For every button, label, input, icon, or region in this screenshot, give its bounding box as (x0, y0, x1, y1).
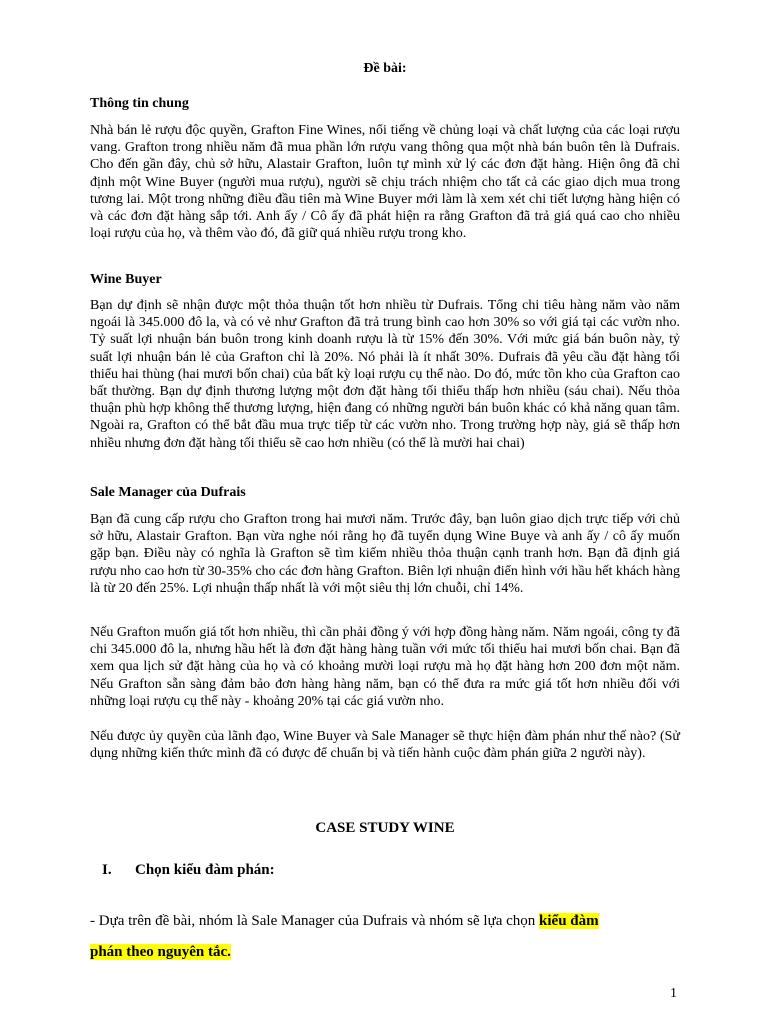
case-study-title: CASE STUDY WINE (315, 820, 455, 836)
highlighted-text-2: phán theo nguyên tắc. (90, 944, 231, 960)
question-paragraph: Nếu được ủy quyền của lãnh đạo, Wine Buyer và Sale Manager sẽ thực hiện đàm phán như thế nào? (Sử dụng những kiến thức mình đã có được để chuẩn bị và tiến hành cuộc đàm phán giữa 2 người này). (90, 729, 680, 762)
document-page (89, 0, 681, 1024)
paragraph-general-info: Nhà bán lẻ rượu độc quyền, Grafton Fine Wines, nổi tiếng về chủng loại và chất lượng của các loại rượu vang. Grafton trong nhiều năm đã mua phần lớn rượu vang thông qua một nhà bán buôn tên là Dufrais. Cho đến gần đây, chủ sở hữu, Alastair Grafton, luôn tự mình xử lý các đơn đặt hàng. Hiện ông đã chỉ định một Wine Buyer (người mua rượu), người sẽ chịu trách nhiệm cho tất cả các giao dịch mua trong tương lai. Một trong những điều đầu tiên mà Wine Buyer mới làm là xem xét chi tiết lượng hàng hiện có và các đơn đặt hàng sắp tới. Anh ấy / Cô ấy đã phát hiện ra rằng Grafton đã trả giá quá cao cho nhiều loại rượu của họ, và thêm vào đó, đã giữ quá nhiều rượu trong kho. (90, 123, 680, 242)
paragraph-sale-manager-2: Nếu Grafton muốn giá tốt hơn nhiều, thì cần phải đồng ý với hợp đồng hàng năm. Năm ngoái, công ty đã chi 345.000 đô la, nhưng hầu hết là đơn đặt hàng hàng tuần với mức tối thiểu hai mươi bốn chai. Bạn đã xem qua lịch sử đặt hàng của họ và có khoảng mười loại rượu mà họ đặt hàng hơn 200 đơn một năm. Nếu Grafton sẵn sàng đảm bảo đơn hàng hàng năm, bạn có thể đưa ra mức giá tốt hơn nhiều đối với những loại rượu cụ thể này - khoảng 20% tại các giá vườn nho. (90, 625, 680, 709)
section-heading-sale-manager: Sale Manager của Dufrais (90, 485, 246, 500)
highlighted-text-1: kiểu đàm (539, 913, 599, 929)
part-one-title: Chọn kiểu đàm phán: (135, 862, 275, 878)
page-number: 1 (670, 986, 677, 1001)
section-heading-wine-buyer: Wine Buyer (90, 272, 162, 287)
part-one-number: I. (102, 862, 112, 878)
paragraph-sale-manager-1: Bạn đã cung cấp rượu cho Grafton trong hai mươi năm. Trước đây, bạn luôn giao dịch trực tiếp với chủ sở hữu, Alastair Grafton. Bạn vừa nghe nói rằng họ đã tuyển dụng Wine Buye và anh ấy / cô ấy muốn gặp bạn. Điều này có nghĩa là Grafton sẽ tìm kiếm nhiều thỏa thuận cạnh tranh hơn. Bạn đã định giá rượu nho cao hơn từ 30-35% cho các đơn hàng Grafton. Biên lợi nhuận điển hình với hầu hết khách hàng là từ 20 đến 25%. Lợi nhuận thấp nhất là với một siêu thị lớn chuỗi, chỉ 14%. (90, 512, 680, 596)
document-title: Đề bài: (363, 61, 407, 76)
section-heading-general-info: Thông tin chung (90, 96, 189, 111)
part-one-text-plain: - Dựa trên đề bài, nhóm là Sale Manager của Dufrais và nhóm sẽ lựa chọn (90, 913, 540, 929)
part-one-text (90, 906, 682, 968)
paragraph-wine-buyer: Bạn dự định sẽ nhận được một thỏa thuận tốt hơn nhiều từ Dufrais. Tổng chi tiêu hàng năm vào năm ngoái là 345.000 đô la, và có vẻ như Grafton đã trả trung bình cao hơn 30% so với giá tại các vườn nho. Tỷ suất lợi nhuận bán buôn trong kinh doanh rượu là từ 15% đến 30%. Với mức giá bán buôn này, tỷ suất lợi nhuận bán lẻ của Grafton chỉ là 20%. Nó phải là ít nhất 30%. Dufrais đã yêu cầu đặt hàng tối thiểu hai thùng (hai mươi bốn chai) của bất kỳ loại rượu cụ thể nào. Do đó, mức tồn kho của Grafton cao bất thường. Bạn dự định thương lượng một đơn đặt hàng tối thiểu thấp hơn nhiều (sáu chai). Nếu thỏa thuận phù hợp không thể thương lượng, hiện đang có những người bán buôn khác có khả năng quan tâm. Ngoài ra, Grafton có thể bắt đầu mua trực tiếp từ các vườn nho. Trong trường hợp này, giá sẽ thấp hơn nhiều nhưng đơn đặt hàng tối thiểu sẽ cao hơn nhiều (có thể là mười hai chai) (90, 298, 680, 451)
part-one-heading (102, 862, 275, 879)
